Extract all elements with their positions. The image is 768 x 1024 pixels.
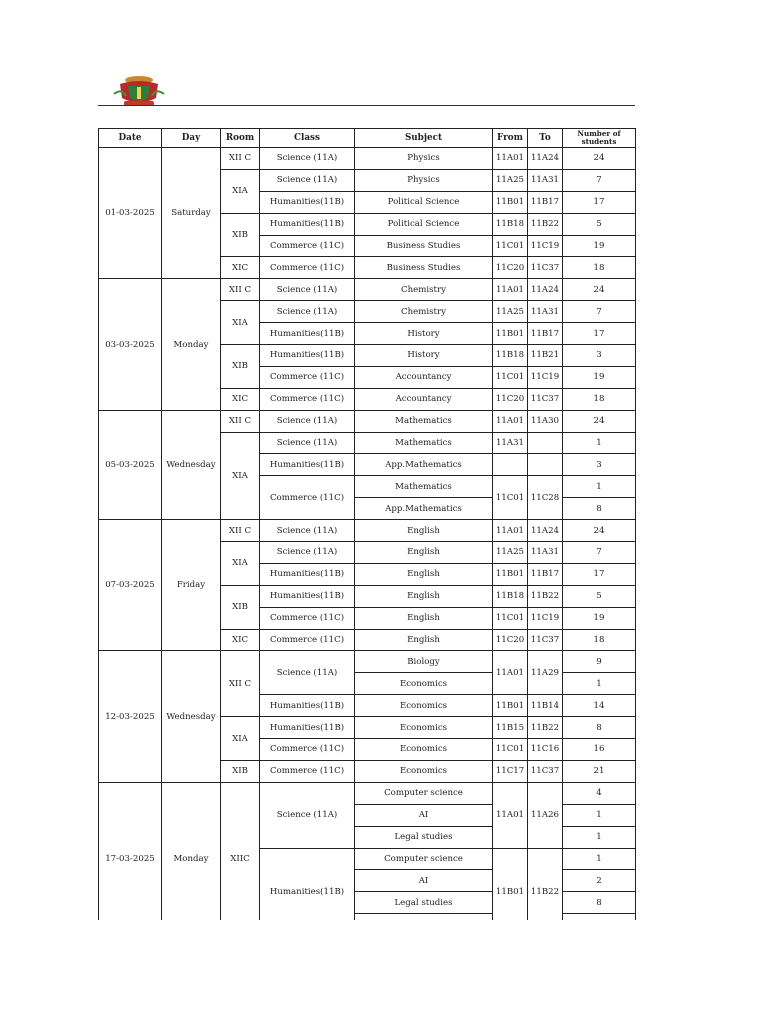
table-cell: Science (11A)	[260, 542, 355, 564]
table-cell: Biology	[355, 651, 493, 673]
table-cell: 11B15	[493, 717, 528, 739]
table-cell: 11B17	[528, 191, 563, 213]
table-cell: 2	[563, 870, 636, 892]
table-cell: 11C20	[493, 629, 528, 651]
table-cell: 11A24	[528, 148, 563, 170]
table-cell: 7	[563, 169, 636, 191]
col-date-header: Date	[99, 129, 162, 148]
table-cell: 11C01	[493, 739, 528, 761]
table-cell: XII C	[221, 520, 260, 542]
table-cell: 11A29	[528, 651, 563, 695]
table-cell: Economics	[355, 717, 493, 739]
table-cell: 01-03-2025	[99, 148, 162, 279]
table-cell: 11A26	[528, 782, 563, 848]
table-cell: 05-03-2025	[99, 410, 162, 519]
table-cell: Science (11A)	[260, 782, 355, 848]
table-cell: Humanities(11B)	[260, 695, 355, 717]
table-cell: Humanities(11B)	[260, 213, 355, 235]
table-cell: 11A31	[528, 542, 563, 564]
table-cell: 9	[563, 651, 636, 673]
col-from-header: From	[493, 129, 528, 148]
table-cell: Commerce (11C)	[260, 235, 355, 257]
table-cell: 11C37	[528, 388, 563, 410]
table-cell: 11C16	[528, 739, 563, 761]
table-cell: Economics	[355, 739, 493, 761]
table-cell: English	[355, 607, 493, 629]
col-day-header: Day	[162, 129, 221, 148]
table-cell: History	[355, 345, 493, 367]
table-cell: XIB	[221, 760, 260, 782]
table-cell: 16	[563, 739, 636, 761]
crest-emblem	[137, 87, 141, 99]
table-cell: Mathematics	[355, 476, 493, 498]
table-cell: 11B01	[493, 695, 528, 717]
table-cell: XIA	[221, 301, 260, 345]
table-cell: 1	[563, 432, 636, 454]
table-cell: Science (11A)	[260, 410, 355, 432]
table-cell: 11A01	[493, 410, 528, 432]
table-cell: History	[355, 323, 493, 345]
table-cell: Monday	[162, 279, 221, 410]
table-cell: XIIC	[221, 782, 260, 935]
table-cell: Accountancy	[355, 388, 493, 410]
table-cell: 18	[563, 629, 636, 651]
table-cell: 17	[563, 323, 636, 345]
table-cell: 4	[563, 782, 636, 804]
table-cell: 12-03-2025	[99, 651, 162, 782]
table-cell: Chemistry	[355, 301, 493, 323]
table-cell: 19	[563, 366, 636, 388]
table-cell: 11A24	[528, 520, 563, 542]
table-cell: English	[355, 585, 493, 607]
table-cell: 19	[563, 235, 636, 257]
table-cell: 24	[563, 279, 636, 301]
table-cell: 17	[563, 563, 636, 585]
table-cell: Economics	[355, 760, 493, 782]
table-cell: Science (11A)	[260, 432, 355, 454]
table-cell: 11C01	[493, 476, 528, 520]
table-cell: 11C37	[528, 760, 563, 782]
table-cell: XII C	[221, 279, 260, 301]
table-cell: 1	[563, 848, 636, 870]
table-cell: XIA	[221, 432, 260, 520]
table-cell: 11C17	[493, 760, 528, 782]
table-cell: 11B01	[493, 191, 528, 213]
table-row	[99, 279, 636, 301]
table-row	[99, 520, 636, 542]
table-cell: Physics	[355, 169, 493, 191]
table-cell: 11B17	[528, 563, 563, 585]
table-cell: Commerce (11C)	[260, 366, 355, 388]
table-cell: Accountancy	[355, 366, 493, 388]
table-cell: Economics	[355, 673, 493, 695]
table-cell: Legal studies	[355, 892, 493, 914]
table-cell: Humanities(11B)	[260, 454, 355, 476]
table-cell: Humanities(11B)	[260, 585, 355, 607]
table-cell: 1	[563, 826, 636, 848]
table-cell: Business Studies	[355, 235, 493, 257]
table-cell: 11B17	[528, 323, 563, 345]
table-cell: Economics	[355, 695, 493, 717]
table-cell: 11B22	[528, 585, 563, 607]
table-cell: 11C01	[493, 607, 528, 629]
table-cell: 17-03-2025	[99, 782, 162, 935]
table-cell: XIA	[221, 542, 260, 586]
table-cell: English	[355, 542, 493, 564]
table-cell: 8	[563, 717, 636, 739]
table-cell: Humanities(11B)	[260, 345, 355, 367]
table-cell: 11B18	[493, 213, 528, 235]
table-cell: 19	[563, 607, 636, 629]
table-cell: 11C20	[493, 388, 528, 410]
table-cell: Wednesday	[162, 410, 221, 519]
table-cell: 3	[563, 345, 636, 367]
table-cell: 11C19	[528, 607, 563, 629]
table-cell: Commerce (11C)	[260, 388, 355, 410]
table-cell: Humanities(11B)	[260, 323, 355, 345]
table-cell: 8	[563, 498, 636, 520]
table-cell: Wednesday	[162, 651, 221, 782]
table-cell: 11A24	[528, 279, 563, 301]
table-cell: 11A31	[528, 169, 563, 191]
table-cell: Mathematics	[355, 410, 493, 432]
table-cell: Saturday	[162, 148, 221, 279]
table-cell: Science (11A)	[260, 279, 355, 301]
table-cell: Business Studies	[355, 257, 493, 279]
table-cell: App.Mathematics	[355, 454, 493, 476]
school-crest-logo	[112, 74, 166, 108]
table-cell: Science (11A)	[260, 169, 355, 191]
table-cell: 11C19	[528, 235, 563, 257]
table-cell: App.Mathematics	[355, 498, 493, 520]
table-cell: XIA	[221, 169, 260, 213]
table-cell: 11C37	[528, 257, 563, 279]
col-subject-header: Subject	[355, 129, 493, 148]
table-row	[99, 651, 636, 673]
table-cell: Humanities(11B)	[260, 848, 355, 936]
table-cell: Monday	[162, 782, 221, 935]
table-cell: Commerce (11C)	[260, 257, 355, 279]
header-divider	[98, 105, 635, 106]
table-cell: Computer science	[355, 782, 493, 804]
table-cell: Commerce (11C)	[260, 739, 355, 761]
table-cell: 3	[563, 454, 636, 476]
table-cell: 11B18	[493, 585, 528, 607]
table-cell: 11C19	[528, 366, 563, 388]
table-cell: 7	[563, 301, 636, 323]
table-cell: 11A30	[528, 410, 563, 432]
table-cell: 11C20	[493, 257, 528, 279]
table-row	[99, 782, 636, 804]
table-cell: 1	[563, 804, 636, 826]
table-cell: XII C	[221, 410, 260, 432]
table-cell: XIB	[221, 585, 260, 629]
table-cell: 11C28	[528, 476, 563, 520]
table-cell: 11B22	[528, 717, 563, 739]
table-cell: Political Science	[355, 213, 493, 235]
page-bottom-margin	[0, 920, 768, 1024]
table-cell	[528, 432, 563, 454]
table-cell: 11B21	[528, 345, 563, 367]
table-cell: English	[355, 629, 493, 651]
table-cell: Commerce (11C)	[260, 629, 355, 651]
table-row	[99, 410, 636, 432]
table-cell: 1	[563, 476, 636, 498]
table-cell	[493, 454, 528, 476]
table-cell: 24	[563, 148, 636, 170]
table-cell: 24	[563, 520, 636, 542]
table-cell: 8	[563, 892, 636, 914]
table-cell: Friday	[162, 520, 221, 651]
table-cell: Physics	[355, 148, 493, 170]
table-cell: 07-03-2025	[99, 520, 162, 651]
col-to-header: To	[528, 129, 563, 148]
table-cell: Humanities(11B)	[260, 563, 355, 585]
table-cell: Commerce (11C)	[260, 476, 355, 520]
table-cell: XIC	[221, 257, 260, 279]
col-room-header: Room	[221, 129, 260, 148]
table-row	[99, 148, 636, 170]
table-cell: 11A01	[493, 148, 528, 170]
table-cell: 11A01	[493, 279, 528, 301]
table-cell: 18	[563, 388, 636, 410]
table-cell: AI	[355, 870, 493, 892]
table-cell: 11B01	[493, 323, 528, 345]
table-header-row	[99, 129, 636, 148]
table-cell: 11A01	[493, 651, 528, 695]
table-cell: Mathematics	[355, 432, 493, 454]
table-cell: 11A01	[493, 520, 528, 542]
table-cell: Humanities(11B)	[260, 191, 355, 213]
table-cell: 24	[563, 410, 636, 432]
table-cell: 5	[563, 585, 636, 607]
table-cell: XII C	[221, 148, 260, 170]
table-cell: 5	[563, 213, 636, 235]
table-cell: 11A25	[493, 169, 528, 191]
table-cell: 11B01	[493, 848, 528, 936]
table-cell: Science (11A)	[260, 520, 355, 542]
table-cell: English	[355, 520, 493, 542]
table-cell: Commerce (11C)	[260, 760, 355, 782]
table-cell: XIA	[221, 717, 260, 761]
table-cell: XIC	[221, 388, 260, 410]
table-cell: 11B22	[528, 848, 563, 936]
table-cell: XIB	[221, 345, 260, 389]
schedule-body	[99, 148, 636, 936]
table-cell: English	[355, 563, 493, 585]
table-cell: Legal studies	[355, 826, 493, 848]
table-cell: XII C	[221, 651, 260, 717]
col-class-header: Class	[260, 129, 355, 148]
table-cell: 11B14	[528, 695, 563, 717]
table-cell: 7	[563, 542, 636, 564]
table-cell: Science (11A)	[260, 148, 355, 170]
table-cell: AI	[355, 804, 493, 826]
table-cell: Science (11A)	[260, 651, 355, 695]
table-cell: 21	[563, 760, 636, 782]
table-cell: XIC	[221, 629, 260, 651]
col-students-header: Number of students	[563, 129, 636, 148]
exam-schedule-table	[98, 128, 636, 936]
table-cell	[528, 454, 563, 476]
table-cell: 11A31	[493, 432, 528, 454]
table-cell: 11B01	[493, 563, 528, 585]
table-cell: 11B18	[493, 345, 528, 367]
table-cell: 18	[563, 257, 636, 279]
table-cell: 11C01	[493, 366, 528, 388]
table-cell: Computer science	[355, 848, 493, 870]
table-cell: 11C01	[493, 235, 528, 257]
table-cell: 17	[563, 191, 636, 213]
table-cell: 03-03-2025	[99, 279, 162, 410]
table-cell: Humanities(11B)	[260, 717, 355, 739]
table-cell: 11A31	[528, 301, 563, 323]
table-cell: Political Science	[355, 191, 493, 213]
table-cell: 11C37	[528, 629, 563, 651]
table-cell: 11A25	[493, 301, 528, 323]
table-cell: Chemistry	[355, 279, 493, 301]
table-cell: 11A25	[493, 542, 528, 564]
table-cell: XIB	[221, 213, 260, 257]
table-cell: 14	[563, 695, 636, 717]
table-cell: 11B22	[528, 213, 563, 235]
table-cell: Science (11A)	[260, 301, 355, 323]
table-cell: Commerce (11C)	[260, 607, 355, 629]
table-cell: 1	[563, 673, 636, 695]
table-cell: 11A01	[493, 782, 528, 848]
